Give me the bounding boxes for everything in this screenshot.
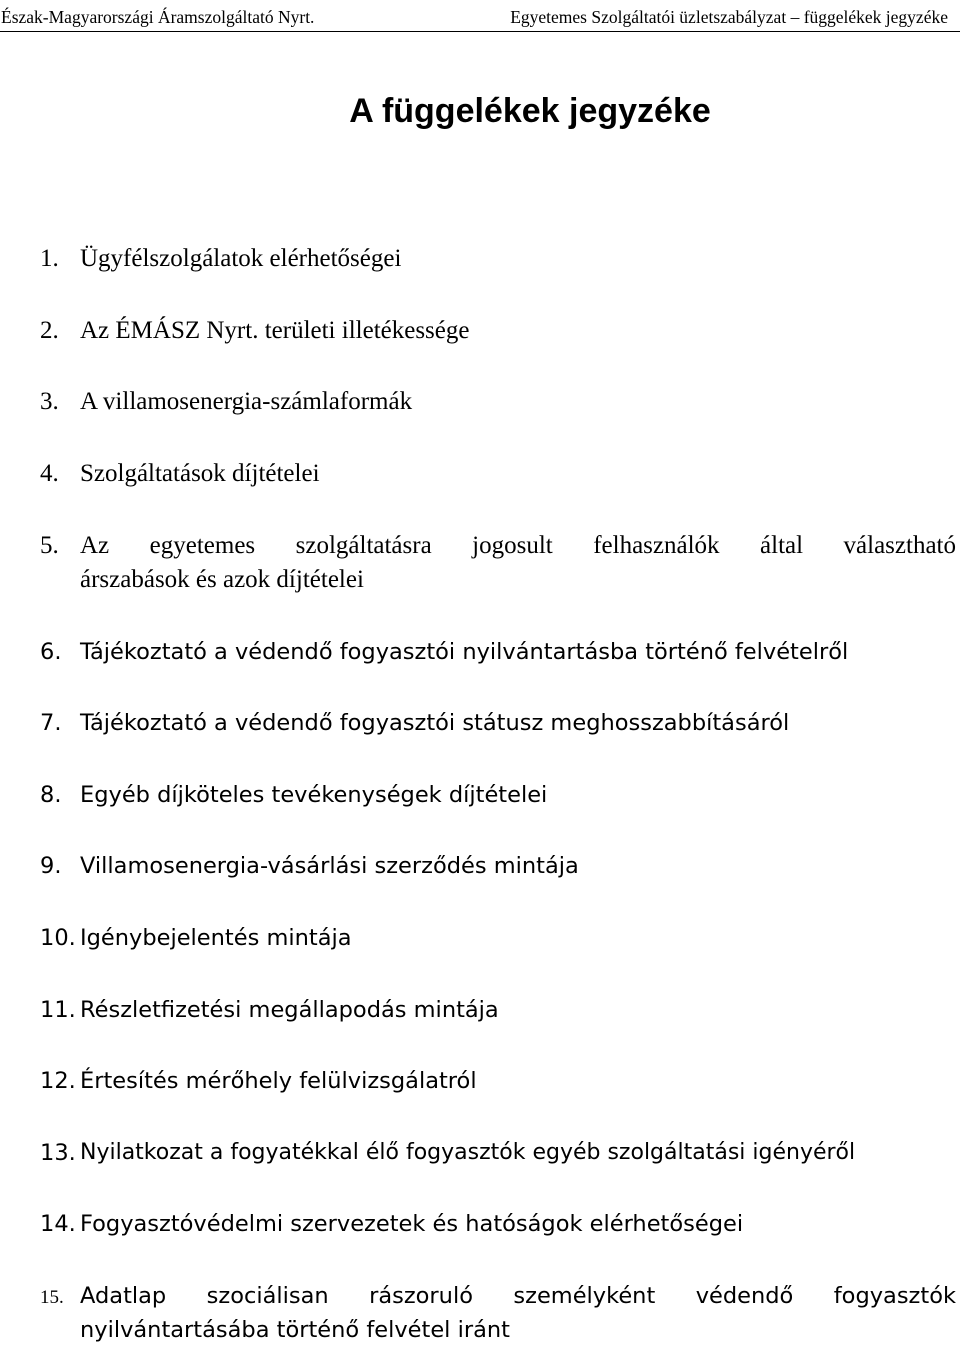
item-text: A villamosenergia-számlaformák <box>80 388 413 415</box>
item-number: 4. <box>40 460 59 487</box>
item-text: Igénybejelentés mintája <box>80 925 352 951</box>
item-number: 10. <box>40 925 76 951</box>
item-number: 5. <box>40 532 59 559</box>
item-number: 7. <box>40 710 62 736</box>
item-text: Villamosenergia-vásárlási szerződés mintája <box>80 853 579 879</box>
list-item-5 <box>40 529 956 599</box>
item-number: 6. <box>40 639 62 665</box>
item-text: Tájékoztató a védendő fogyasztói státusz meghosszabbításáról <box>80 710 790 736</box>
item-text-line-1: Adatlap szociálisan rászoruló személyként védendő fogyasztók <box>80 1283 956 1309</box>
item-number: 2. <box>40 317 59 344</box>
item-number: 3. <box>40 388 59 415</box>
item-text-line-2: nyilvántartásába történő felvétel iránt <box>80 1317 510 1343</box>
item-number: 12. <box>40 1068 76 1094</box>
page-header <box>0 4 960 30</box>
item-number: 9. <box>40 853 62 879</box>
item-text: Fogyasztóvédelmi szervezetek és hatóságok elérhetőségei <box>80 1211 744 1237</box>
page-title: A függelékek jegyzéke <box>349 92 711 130</box>
list-item-15 <box>40 1279 956 1347</box>
item-number: 14. <box>40 1211 76 1237</box>
item-text: Ügyfélszolgálatok elérhetőségei <box>80 245 402 272</box>
header-divider <box>0 31 960 32</box>
item-text-line-1: Az egyetemes szolgáltatásra jogosult felhasználók által választható <box>80 532 956 559</box>
header-document-title: Egyetemes Szolgáltatói üzletszabályzat – függelékek jegyzéke <box>510 7 948 27</box>
item-text: Nyilatkozat a fogyatékkal élő fogyasztók egyéb szolgáltatási igényéről <box>80 1140 856 1165</box>
item-text-line-2: árszabások és azok díjtételei <box>80 566 364 593</box>
header-company: Észak-Magyarországi Áramszolgáltató Nyrt. <box>1 7 315 27</box>
item-number: 1. <box>40 245 59 272</box>
item-text: Szolgáltatások díjtételei <box>80 460 320 487</box>
item-text: Az ÉMÁSZ Nyrt. területi illetékessége <box>80 317 470 344</box>
item-text: Részletfizetési megállapodás mintája <box>80 997 499 1023</box>
item-number: 11. <box>40 997 76 1023</box>
item-text: Értesítés mérőhely felülvizsgálatról <box>80 1068 477 1094</box>
item-text: Tájékoztató a védendő fogyasztói nyilvántartásba történő felvételről <box>80 639 849 665</box>
item-number: 8. <box>40 782 62 808</box>
item-text: Egyéb díjköteles tevékenységek díjtételei <box>80 782 548 808</box>
item-number: 13. <box>40 1140 76 1166</box>
item-number: 15. <box>40 1287 64 1308</box>
